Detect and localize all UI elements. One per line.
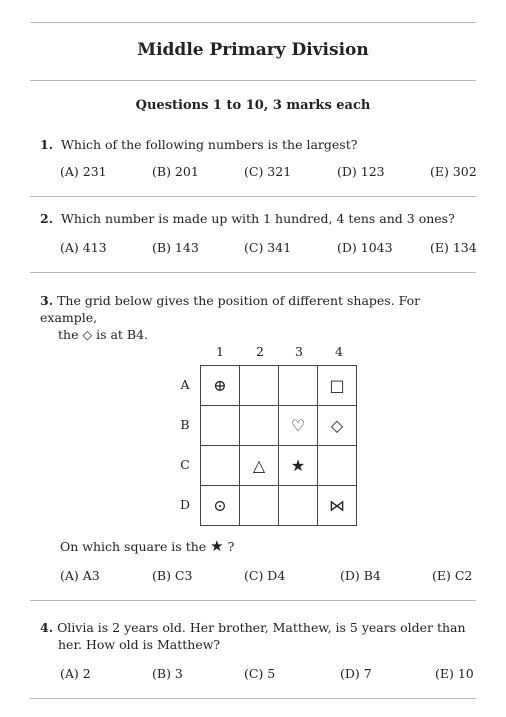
option-a[interactable]: (A) 2 [60,666,91,681]
grid-col-label: 3 [295,344,303,359]
question-number: 4. [40,620,54,635]
bottom-divider [30,698,476,699]
grid-row-label: C [180,457,190,472]
cell-a4-square-icon: □ [318,366,357,406]
shape-grid [200,365,357,526]
diamond-icon: ◇ [82,327,93,342]
option-b[interactable]: (B) 143 [152,240,199,255]
grid-row-label: A [180,377,190,392]
option-d[interactable]: (D) 7 [340,666,372,681]
section-subtitle: Questions 1 to 10, 3 marks each [135,98,371,113]
grid-row-label: D [179,497,191,512]
cell-b2 [240,406,279,446]
question-4 [40,619,476,653]
question-text: Which of the following numbers is the largest? [61,137,358,152]
title-divider [30,80,476,81]
question-number: 2. [40,211,54,226]
option-e[interactable]: (E) 302 [430,164,477,179]
option-a[interactable]: (A) 231 [60,164,107,179]
option-d[interactable]: (D) 1043 [337,240,393,255]
question-3 [40,292,476,343]
option-c[interactable]: (C) 5 [244,666,276,681]
question-text-line-2-post: is at B4. [96,327,149,342]
question-text-line-1: Olivia is 2 years old. Her brother, Matthew, is 5 years older than [57,620,466,635]
star-icon: ★ [210,537,224,555]
divider [30,196,476,197]
grid-col-label: 4 [335,344,343,359]
option-c[interactable]: (C) 321 [244,164,292,179]
grid-question-pre: On which square is the [60,539,207,554]
cell-d3 [279,486,318,526]
cell-c4 [318,446,357,486]
option-b[interactable]: (B) C3 [152,568,193,583]
cell-d1-circle-dot-icon: ⊙ [201,486,240,526]
cell-d4-bowtie-icon: ⋈ [318,486,357,526]
question-1 [40,136,476,153]
cell-c3-star-icon: ★ [279,446,318,486]
grid-col-label: 2 [256,344,264,359]
option-c[interactable]: (C) D4 [244,568,286,583]
question-text-line-2: her. How old is Matthew? [58,637,221,652]
cell-b1 [201,406,240,446]
option-a[interactable]: (A) 413 [60,240,107,255]
question-2 [40,210,476,227]
grid-question-post: ? [227,539,235,554]
question-text-line-2-pre: the [58,327,79,342]
question-number: 1. [40,137,54,152]
grid-row-label: B [180,417,190,432]
grid-question [60,537,234,555]
cell-a3 [279,366,318,406]
page-title: Middle Primary Division [137,40,369,60]
cell-c2-triangle-icon: △ [240,446,279,486]
option-b[interactable]: (B) 3 [152,666,183,681]
option-e[interactable]: (E) C2 [432,568,473,583]
option-e[interactable]: (E) 10 [435,666,474,681]
option-d[interactable]: (D) 123 [337,164,385,179]
question-number: 3. [40,293,54,308]
cell-d2 [240,486,279,526]
top-divider [30,22,476,23]
cell-a2 [240,366,279,406]
option-e[interactable]: (E) 134 [430,240,477,255]
cell-b3-heart-icon: ♡ [279,406,318,446]
option-a[interactable]: (A) A3 [60,568,100,583]
divider [30,272,476,273]
option-c[interactable]: (C) 341 [244,240,292,255]
question-text-line-1: The grid below gives the position of different shapes. For example, [40,293,421,325]
divider [30,600,476,601]
option-d[interactable]: (D) B4 [340,568,381,583]
cell-b4-diamond-icon: ◇ [318,406,357,446]
grid-col-label: 1 [216,344,224,359]
option-b[interactable]: (B) 201 [152,164,199,179]
cell-a1-circle-plus-icon: ⊕ [201,366,240,406]
question-text: Which number is made up with 1 hundred, 4 tens and 3 ones? [61,211,455,226]
cell-c1 [201,446,240,486]
